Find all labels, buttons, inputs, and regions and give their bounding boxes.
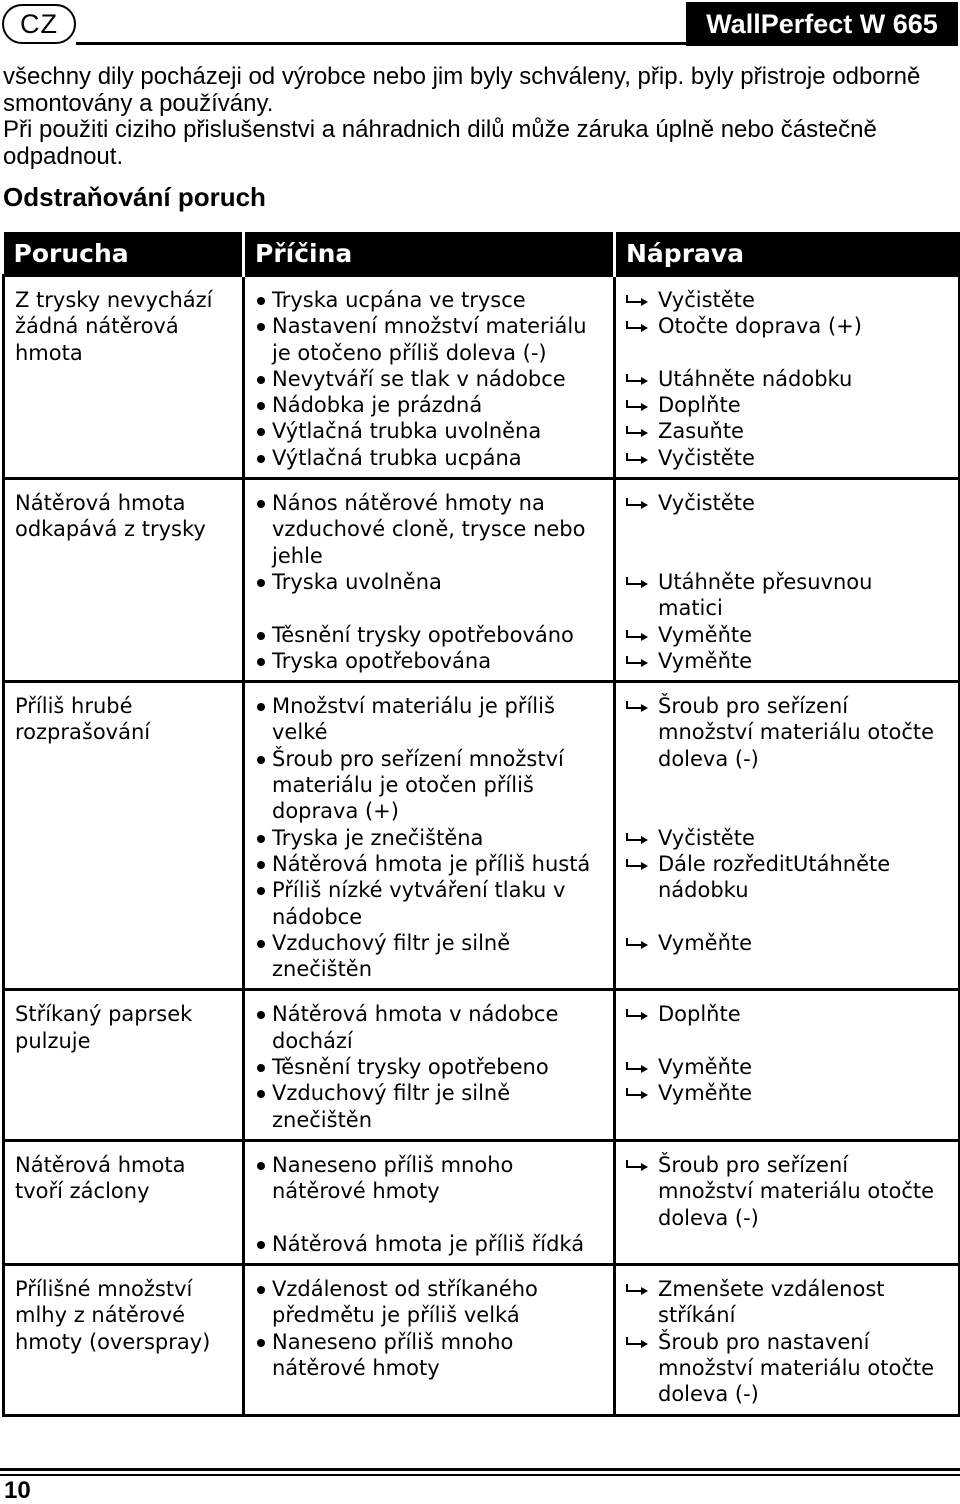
remedy-item	[626, 490, 952, 516]
cell-text-line: Utáhněte přesuvnou	[658, 569, 873, 594]
cell-text-line: Přílišné množství	[15, 1277, 193, 1302]
cause-item	[255, 648, 607, 674]
remedy-item	[626, 825, 952, 851]
header-remedy: Náprava	[615, 232, 960, 276]
arrow-right-icon	[626, 857, 650, 871]
arrow-right-icon	[626, 628, 650, 642]
cell-text-line: Nátěrová hmota v nádobce	[272, 1002, 559, 1027]
cell-text-line: Šroub pro seřízení množství	[272, 746, 564, 771]
cell-text-line: Tryska je znečištěna	[272, 825, 484, 850]
cell-text-line: Vyčistěte	[658, 825, 755, 850]
cause-item	[255, 1329, 607, 1382]
arrow-right-icon	[626, 1086, 650, 1100]
bullet-icon	[257, 376, 265, 384]
bullet-icon	[257, 756, 265, 764]
table-row	[4, 1265, 960, 1415]
cell-text-line: Nátěrová hmota	[15, 1152, 186, 1177]
cell-text-line: hmoty (overspray)	[15, 1329, 211, 1354]
cause-cell	[244, 682, 615, 990]
intro-line: odpadnout.	[3, 142, 124, 170]
arrow-right-icon	[626, 1158, 650, 1172]
cause-item	[255, 1231, 607, 1257]
intro-line: všechny dily pocházeji od výrobce nebo jim byly schváleny, přip. byly přistroje odborně	[3, 63, 921, 90]
fault-cell	[4, 1265, 244, 1415]
arrow-right-icon	[626, 424, 650, 438]
cell-text-line: Nátěrová hmota je příliš hustá	[272, 851, 591, 876]
cause-item	[255, 313, 607, 366]
cell-text-line: Vyměňte	[658, 622, 753, 647]
cell-text-line: nátěrové hmoty	[272, 1179, 440, 1204]
cell-text-line: doleva (-)	[658, 1205, 759, 1230]
cell-text-line: Nános nátěrové hmoty na	[272, 491, 545, 516]
cell-text-line: Výtlačná trubka ucpána	[272, 445, 522, 470]
cell-text-line: Množství materiálu je příliš	[272, 694, 555, 719]
cell-text-line: znečištěn	[272, 1107, 373, 1132]
bullet-icon	[257, 940, 265, 948]
bullet-icon	[257, 703, 265, 711]
cell-text-line: materiálu je otočen příliš	[272, 773, 534, 798]
cell-text-line: Příliš nízké vytváření tlaku v	[272, 878, 566, 903]
cell-text-line: Příliš hrubé	[15, 694, 133, 719]
cell-text-line: odkapává z trysky	[15, 517, 206, 542]
cell-text-line: Z trysky nevychází	[15, 288, 213, 312]
bullet-icon	[257, 887, 265, 895]
header-fault: Porucha	[4, 232, 244, 276]
cell-text-line: znečištěn	[272, 957, 373, 982]
remedy-item	[626, 445, 952, 471]
cell-text-line: Vzduchový filtr je silně	[272, 1081, 511, 1106]
cell-text-line: žádná nátěrová	[15, 314, 179, 339]
bullet-icon	[257, 1090, 265, 1098]
cell-text-line: dochází	[272, 1028, 353, 1053]
spacer	[255, 595, 607, 621]
spacer	[626, 798, 952, 824]
cause-item	[255, 287, 607, 313]
bullet-icon	[257, 455, 265, 463]
remedy-item	[626, 366, 952, 392]
cell-text-line: Těsnění trysky opotřebeno	[272, 1055, 549, 1080]
bullet-icon	[257, 297, 265, 305]
bullet-icon	[257, 1286, 265, 1294]
page-number: 10	[4, 1477, 31, 1504]
table-row	[4, 1140, 960, 1264]
arrow-right-icon	[626, 1060, 650, 1074]
bullet-icon	[257, 323, 265, 331]
cell-text-line: nátěrové hmoty	[272, 1355, 440, 1380]
cell-text-line: nádobce	[272, 904, 363, 929]
cell-text-line: stříkání	[658, 1303, 736, 1328]
fault-cell	[4, 682, 244, 990]
troubleshooting-table	[2, 232, 960, 1417]
cause-item	[255, 622, 607, 648]
cell-text-line: pulzuje	[15, 1028, 91, 1053]
cell-text-line: Zasuňte	[658, 419, 744, 444]
cell-text-line: mlhy z nátěrové	[15, 1303, 186, 1328]
cause-cell	[244, 990, 615, 1140]
remedy-item	[626, 851, 952, 904]
bullet-icon	[257, 632, 265, 640]
footer-rule	[0, 1474, 960, 1476]
table-row	[4, 479, 960, 682]
cell-text-line: Vyměňte	[658, 930, 753, 955]
cell-text-line: Výtlačná trubka uvolněna	[272, 419, 542, 444]
cell-text-line: Naneseno příliš mnoho	[272, 1329, 514, 1354]
arrow-right-icon	[626, 496, 650, 510]
header-cause: Příčina	[244, 232, 615, 276]
intro-line: smontovány a používány.	[3, 89, 274, 117]
table-row	[4, 990, 960, 1140]
fault-cell	[4, 990, 244, 1140]
cell-text-line: Tryska ucpána ve trysce	[272, 288, 526, 312]
bullet-icon	[257, 1339, 265, 1347]
bullet-icon	[257, 500, 265, 508]
arrow-right-icon	[626, 293, 650, 307]
cell-text-line: Šroub pro seřízení	[658, 694, 849, 719]
cell-text-line: Nastavení množství materiálu	[272, 314, 587, 339]
bullet-icon	[257, 835, 265, 843]
cause-item	[255, 445, 607, 471]
cell-text-line: velké	[272, 720, 328, 745]
arrow-right-icon	[626, 831, 650, 845]
cell-text-line: Nátěrová hmota je příliš řídká	[272, 1231, 585, 1256]
table-row	[4, 682, 960, 990]
arrow-right-icon	[626, 1282, 650, 1296]
arrow-right-icon	[626, 372, 650, 386]
cell-text-line: Šroub pro seřízení	[658, 1152, 849, 1177]
remedy-item	[626, 1329, 952, 1408]
cell-text-line: Vyčistěte	[658, 491, 755, 516]
cell-text-line: doleva (-)	[658, 1382, 759, 1407]
cell-text-line: Naneseno příliš mnoho	[272, 1152, 514, 1177]
cause-item	[255, 392, 607, 418]
bullet-icon	[257, 1064, 265, 1072]
cell-text-line: Stříkaný paprsek	[15, 1002, 193, 1027]
intro-text	[3, 64, 958, 170]
remedy-cell	[615, 682, 960, 990]
cell-text-line: nádobku	[658, 878, 749, 903]
cause-item	[255, 930, 607, 983]
fault-cell	[4, 479, 244, 682]
cause-item	[255, 746, 607, 825]
cell-text-line: Vyčistěte	[658, 445, 755, 470]
bullet-icon	[257, 579, 265, 587]
fault-cell	[4, 276, 244, 479]
remedy-cell	[615, 990, 960, 1140]
cell-text-line: Vyměňte	[658, 1081, 753, 1106]
language-badge: CZ	[2, 4, 76, 44]
cell-text-line: množství materiálu otočte	[658, 1355, 935, 1380]
cell-text-line: Utáhněte nádobku	[658, 366, 853, 391]
cell-text-line: Tryska opotřebována	[272, 648, 492, 673]
cell-text-line: hmota	[15, 340, 83, 365]
cell-text-line: vzduchové cloně, trysce nebo	[272, 517, 586, 542]
cause-item	[255, 851, 607, 877]
header-rule	[76, 42, 686, 45]
spacer	[626, 772, 952, 798]
cell-text-line: doleva (-)	[658, 746, 759, 771]
cell-text-line: rozprašování	[15, 720, 151, 745]
cell-text-line: doprava (+)	[272, 799, 399, 824]
intro-line: Při použiti ciziho přislušenstvi a náhradnich dilů může záruka úplně nebo částečně	[3, 116, 877, 144]
model-name: WallPerfect W 665	[686, 2, 958, 46]
arrow-right-icon	[626, 451, 650, 465]
arrow-right-icon	[626, 1335, 650, 1349]
cell-text-line: Nádobka je prázdná	[272, 393, 483, 418]
spacer	[626, 543, 952, 569]
cell-text-line: Vyčistěte	[658, 288, 755, 312]
cause-item	[255, 490, 607, 569]
remedy-cell	[615, 1140, 960, 1264]
arrow-right-icon	[626, 575, 650, 589]
cell-text-line: Nátěrová hmota	[15, 491, 186, 516]
cell-text-line: Doplňte	[658, 1002, 741, 1027]
cell-text-line: Šroub pro nastavení	[658, 1329, 870, 1354]
bullet-icon	[257, 428, 265, 436]
cell-text-line: Těsnění trysky opotřebováno	[272, 622, 574, 647]
cause-item	[255, 418, 607, 444]
remedy-cell	[615, 479, 960, 682]
remedy-item	[626, 569, 952, 622]
remedy-item	[626, 693, 952, 772]
cell-text-line: Vyměňte	[658, 648, 753, 673]
fault-cell	[4, 1140, 244, 1264]
arrow-right-icon	[626, 936, 650, 950]
cause-item	[255, 825, 607, 851]
cause-item	[255, 1080, 607, 1133]
arrow-right-icon	[626, 398, 650, 412]
cause-item	[255, 569, 607, 595]
cell-text-line: Vyměňte	[658, 1055, 753, 1080]
remedy-cell	[615, 1265, 960, 1415]
arrow-right-icon	[626, 1007, 650, 1021]
arrow-right-icon	[626, 319, 650, 333]
bullet-icon	[257, 1241, 265, 1249]
cell-text-line: Nevytváří se tlak v nádobce	[272, 366, 566, 391]
remedy-item	[626, 1001, 952, 1027]
remedy-item	[626, 1152, 952, 1231]
cell-text-line: množství materiálu otočte	[658, 720, 935, 745]
remedy-item	[626, 418, 952, 444]
remedy-item	[626, 392, 952, 418]
cause-item	[255, 1276, 607, 1329]
cell-text-line: předmětu je příliš velká	[272, 1303, 520, 1328]
bullet-icon	[257, 1011, 265, 1019]
section-title: Odstraňování poruch	[3, 182, 266, 212]
remedy-item	[626, 648, 952, 674]
cause-cell	[244, 479, 615, 682]
cause-cell	[244, 1140, 615, 1264]
cause-item	[255, 1001, 607, 1054]
remedy-cell	[615, 276, 960, 479]
cell-text-line: Vzdálenost od stříkaného	[272, 1277, 538, 1302]
spacer	[626, 1028, 952, 1054]
table-row	[4, 276, 960, 479]
page-header	[0, 0, 960, 52]
remedy-item	[626, 1054, 952, 1080]
table-header-row	[4, 232, 960, 276]
spacer	[255, 1205, 607, 1231]
remedy-item	[626, 622, 952, 648]
arrow-right-icon	[626, 654, 650, 668]
spacer	[626, 904, 952, 930]
cause-item	[255, 1152, 607, 1205]
cause-item	[255, 693, 607, 746]
bullet-icon	[257, 402, 265, 410]
cause-item	[255, 366, 607, 392]
cell-text-line: jehle	[272, 543, 323, 568]
spacer	[626, 340, 952, 366]
cell-text-line: je otočeno příliš doleva (-)	[272, 340, 547, 365]
remedy-item	[626, 313, 952, 339]
cell-text-line: množství materiálu otočte	[658, 1179, 935, 1204]
cell-text-line: Zmenšete vzdálenost	[658, 1277, 885, 1302]
cause-cell	[244, 1265, 615, 1415]
remedy-item	[626, 287, 952, 313]
cell-text-line: matici	[658, 596, 723, 621]
bullet-icon	[257, 1162, 265, 1170]
cell-text-line: Vzduchový filtr je silně	[272, 930, 511, 955]
cause-cell	[244, 276, 615, 479]
cell-text-line: Doplňte	[658, 393, 741, 418]
remedy-item	[626, 930, 952, 956]
spacer	[626, 516, 952, 542]
cell-text-line: tvoří záclony	[15, 1179, 150, 1204]
bullet-icon	[257, 861, 265, 869]
cell-text-line: Dále rozředitUtáhněte	[658, 851, 891, 876]
remedy-item	[626, 1080, 952, 1106]
cause-item	[255, 877, 607, 930]
footer-rule	[0, 1468, 960, 1471]
cause-item	[255, 1054, 607, 1080]
arrow-right-icon	[626, 699, 650, 713]
cell-text-line: Tryska uvolněna	[272, 569, 442, 594]
cell-text-line: Otočte doprava (+)	[658, 314, 862, 339]
remedy-item	[626, 1276, 952, 1329]
bullet-icon	[257, 658, 265, 666]
